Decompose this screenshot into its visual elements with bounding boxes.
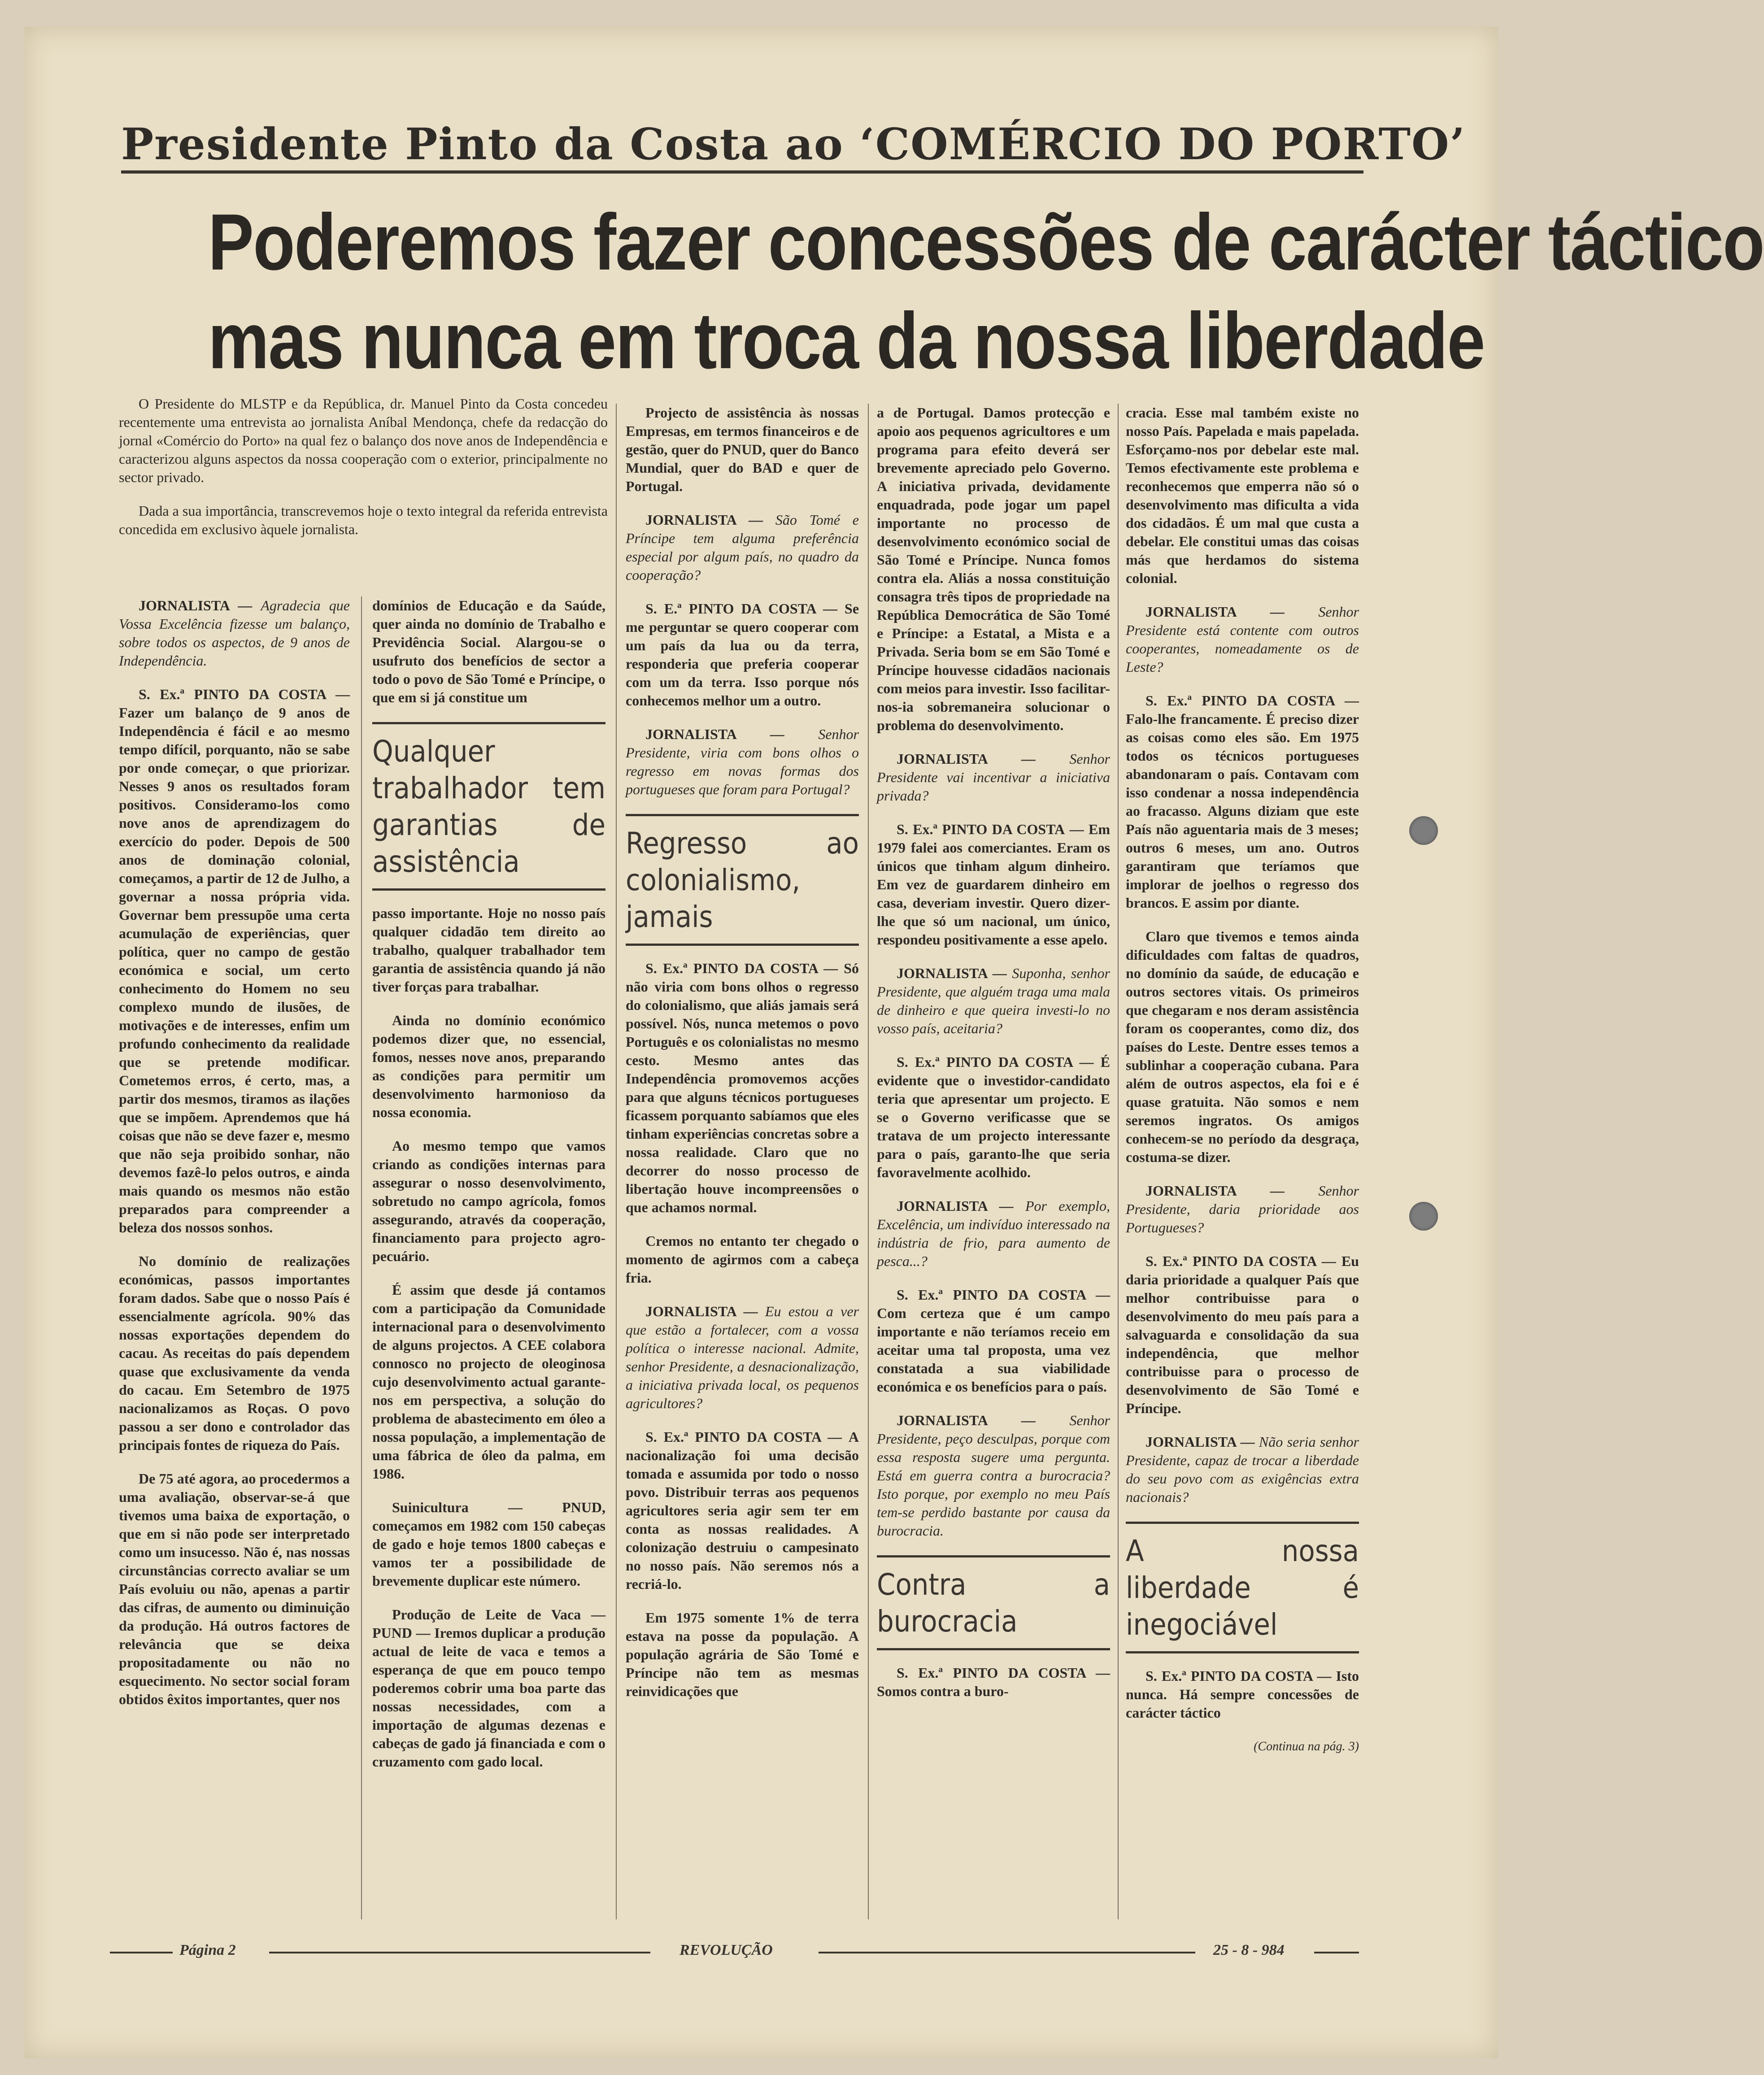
question-text: Senhor Presidente está contente com outros cooperantes, nomeadamente os de Leste? — [1126, 604, 1359, 675]
speaker-label: S. Ex.ª PINTO DA COSTA — — [645, 960, 838, 976]
answer-text: Com certeza que é um campo importante e não teríamos receio em aceitar uma tal proposta, uma vez constatada a sua viabilidade económica e os benefícios para o país. — [877, 1305, 1110, 1395]
paragraph: É assim que desde já contamos com a participação da Comunidade internacional para o desenvolvimento de alguns projectos. A CEE colabora connosco no projecto de oleoginosa cujo desenvolvimento actual garante-nos em perspectiva, a solução do problema de abastecimento em óleo a nossa população, a implementação de uma fábrica de óleo da palma, em 1986. — [372, 1282, 605, 1482]
speaker-label: JORNALISTA — — [645, 726, 784, 742]
speaker-label: S. Ex.ª PINTO DA COSTA — [897, 821, 1065, 837]
speaker-label: JORNALISTA — — [897, 1198, 1014, 1214]
column-divider — [1118, 404, 1119, 1919]
paragraph: De 75 até agora, ao procedermos a uma avaliação, observar-se-á que tivemos uma baixa de exportação, o que em si não pode ser interpretado como um insucesso. Não é, nas nossas circunstâncias correcto avaliar se um País evoluiu ou não, apenas a partir das cifras, de aumento ou diminuição da produção. Há outros factores de relevância que se deixa propositadamente ou não no esquecimento. No sector social foram obtidos êxitos importantes, quer nos — [119, 1470, 350, 1707]
continued-note: (Continua na pág. 3) — [1254, 1740, 1359, 1753]
column-1 — [119, 596, 350, 1919]
speaker-label: JORNALISTA — — [645, 1303, 758, 1319]
speaker-label: S. E.ª PINTO DA COSTA — — [645, 600, 838, 617]
column-divider — [616, 404, 617, 1919]
column-4 — [877, 404, 1110, 1919]
page-number: Página 2 — [179, 1942, 236, 1958]
question-text: Senhor Presidente, daria prioridade aos Portugueses? — [1126, 1183, 1359, 1235]
speaker-label: S. Ex.ª PINTO DA COSTA — — [645, 1429, 842, 1445]
paragraph: Claro que tivemos e temos ainda dificuldades com faltas de quadros, no domínio da saúde, de educação e outros sectores vitais. Os primeiros que chegaram e nos deram assistência foram os cooperantes, como diz, dos países do Leste. Dentre esses temos a sublinhar a cooperação cubana. Para além de outros aspectos, ela foi e é quase gratuita. Não somos e nem seremos ingratos. Os amigos conhecem-se no período da desgraça, costuma-se dizer. — [1126, 928, 1359, 1165]
paragraph: domínios de Educação e da Saúde, quer ainda no domínio de Trabalho e Previdência Social. Alargou-se o usufruto dos benefícios de sector a todo o povo de São Tomé e Príncipe, o que em si já constitue um — [372, 597, 605, 705]
intro-block — [119, 395, 608, 592]
subheading-colonialismo: Regresso ao colonialismo, jamais — [626, 814, 859, 946]
speaker-label: JORNALISTA — — [897, 751, 1036, 767]
speaker-label: JORNALISTA — — [1146, 604, 1285, 620]
kicker-rule — [121, 170, 1363, 174]
kicker-title: Presidente Pinto da Costa ao ‘COMÉRCIO DO PORTO’ — [121, 119, 1466, 170]
binder-hole-top — [1409, 816, 1438, 845]
paragraph: Suinicultura — PNUD, começamos em 1982 com 150 cabeças de gado e hoje temos 1800 cabeças e vamos ter a possibilidade de brevemente duplicar este número. — [372, 1499, 605, 1589]
speaker-label: JORNALISTA — — [1146, 1183, 1285, 1199]
question-text: Eu estou a ver que estão a fortalecer, com a vossa política o interesse nacional. Admite, senhor Presidente, a desnacionalização, a iniciativa privada local, os pequenos agricultores? — [626, 1303, 859, 1411]
question-text: Senhor Presidente vai incentivar a iniciativa privada? — [877, 751, 1110, 804]
subheading-liberdade: A nossa liberdade é inegociável — [1126, 1522, 1359, 1653]
speaker-label: S. Ex.ª PINTO DA COSTA — — [897, 1054, 1094, 1070]
paragraph: Produção de Leite de Vaca — PUND — Iremos duplicar a produção actual de leite de vaca e temos a esperança de que em pouco tempo poderemos cobrir uma boa parte das nossas necessidades, com a importação de algumas dezenas e cabeças de gado já financiada e com o cruzamento com gado local. — [372, 1606, 605, 1770]
intro-paragraph: O Presidente do MLSTP e da República, dr. Manuel Pinto da Costa concedeu recentemente uma entrevista ao jornalista Aníbal Mendonça, chefe da redacção do jornal «Comércio do Porto» na qual fez o balanço dos nove anos de Independência e caracterizou alguns aspectos da nossa cooperação com o exterior, principalmente no sector privado. — [119, 396, 608, 485]
speaker-label: S. Ex.ª PINTO DA COSTA — — [1146, 1668, 1332, 1684]
paragraph: Em 1975 somente 1% de terra estava na posse da população. A população agrária de São Tomé e Príncipe não tem as mesmas reinvidicações que — [626, 1610, 859, 1699]
speaker-label: S. Ex.ª PINTO DA COSTA — — [897, 1665, 1110, 1681]
paragraph: Ao mesmo tempo que vamos criando as condições internas para assegurar o nosso desenvolvimento, sobretudo no campo agrícola, fomos assegurando, através da cooperação, financiamento para projecto agro-pecuário. — [372, 1138, 605, 1264]
answer-text: Somos contra a buro- — [877, 1683, 1009, 1699]
paragraph: Cremos no entanto ter chegado o momento de agirmos com a cabeça fria. — [626, 1233, 859, 1286]
answer-text: Fazer um balanço de 9 anos de Independência é fácil e ao mesmo tempo difícil, porquanto, não se sabe por onde começar, o que priorizar. Nesses 9 anos os resultados foram positivos. Consideramo-los como nove anos de aprendizagem do exercício do poder. Depois de 500 anos de dominação colonial, começamos, a partir de 12 de Julho, a governar a nossa própria vida. Governar bem pressupõe uma certa acumulação de experiências, quer política, quer no campo de gestão económica e social, um certo conhecimento do Homem no seu complexo mundo de ilusões, de motivações e de interesses, enfim um profundo conhecimento da realidade que se pretende modificar. Cometemos erros, é certo, mas, a partir dos mesmos, tiramos as ilações que se impõem. Aprendemos que há coisas que não se deve fazer e, mesmo que não seja proibido sonhar, não devemos fazê-lo pelos outros, e ainda mais quando os mesmos não estão preparados para compreender a beleza dos nossos sonhos. — [119, 705, 350, 1235]
speaker-label: JORNALISTA — — [1146, 1434, 1255, 1450]
footer-rule — [110, 1952, 173, 1953]
paragraph: cracia. Esse mal também existe no nosso País. Papelada e mais papelada. Esforçamo-nos por debelar este mal. Temos efectivamente este problema e reconhecemos que emperra não só o desenvolvimento mas dificulta a vida dos cidadãos. É um mal que custa a debelar. Ele constitui umas das coisas más que herdamos do sistema colonial. — [1126, 405, 1359, 586]
speaker-label: JORNALISTA — — [897, 1412, 1036, 1428]
speaker-label: JORNALISTA — — [139, 597, 253, 613]
answer-text: Falo-lhe francamente. É preciso dizer as coisas como eles são. Em 1975 todos os técnicos portugueses abandonaram o país. Contavam com isso condenar a nossa independência ao fracasso. Alguns diziam que este País não aguentaria mais de 3 meses; outros 6 meses, um ano. Outros garantiram que teríamos que implorar de joelhos o regresso dos brancos. E assim por diante. — [1126, 711, 1359, 911]
question-text: Não seria senhor Presidente, capaz de trocar a liberdade do seu povo com as exigências extra nacionais? — [1126, 1434, 1359, 1505]
headline-line-2: mas nunca em troca da nossa liberdade — [208, 296, 1485, 385]
newspaper-name: REVOLUÇÃO — [679, 1942, 773, 1958]
question-text: Agradecia que Vossa Excelência fizesse um balanço, sobre todos os aspectos, de 9 anos de Independência. — [119, 597, 350, 669]
column-divider — [868, 404, 869, 1919]
question-text: São Tomé e Príncipe tem alguma preferência especial por algum país, no quadro da cooperação? — [626, 512, 859, 583]
answer-text: Se me perguntar se quero cooperar com um país da lua ou da terra, responderia que preferia cooperar com um da terra. Isso porque nós conhecemos melhor um a outro. — [626, 600, 859, 709]
column-divider — [361, 596, 362, 1919]
subheading-burocracia: Contra a burocracia — [877, 1555, 1110, 1650]
subheading-assistencia: Qualquer trabalhador tem garantias de assistência — [372, 722, 605, 891]
column-5 — [1126, 404, 1359, 1919]
paragraph: No domínio de realizações económicas, passos importantes foram dados. Sabe que o nosso País é essencialmente agrícola. 90% das nossas exportações dependem do cacau. As receitas do país dependem quase que exclusivamente da venda do cacau. Em Setembro de 1975 nacionalizamos as Roças. O povo passou a ser dono e controlador das principais fontes de riqueza do País. — [119, 1253, 350, 1453]
answer-text: — Em 1979 falei aos comerciantes. Eram os únicos que tinham algum dinheiro. Em vez de guardarem dinheiro em casa, deveriam investir. Quero dizer-lhe que só um nacional, um único, respondeu positivamente a esse apelo. — [877, 821, 1111, 948]
question-text: Senhor Presidente, viria com bons olhos o regresso em novas formas dos portugueses que foram para Portugal? — [626, 726, 859, 797]
answer-text: A nacionalização foi uma decisão tomada e assumida por todo o nosso povo. Distribuir terras aos pequenos agricultores seria agir sem ter em conta as nossas realidades. A colonização destruiu o campesinato no nosso país. Não seremos nós a recriá-lo. — [626, 1429, 859, 1592]
speaker-label: S. Ex.ª PINTO DA COSTA — — [1146, 1253, 1336, 1269]
answer-text: Só não viria com bons olhos o regresso do colonialismo, que aliás jamais será possível. Nós, nunca metemos o povo Português e os colonialistas no mesmo cesto. Mesmo antes das Independência promovemos acções para que alguns técnicos portugueses ficassem porquanto sabíamos que eles tinham experiências concretas sobre a nossa realidade. Claro que no decorrer do nosso processo de libertação houve incompreensões o que achamos normal. — [626, 960, 859, 1215]
paragraph: Ainda no domínio económico podemos dizer que, no essencial, fomos, nesses nove anos, preparando as condições para permitir um desenvolvimento harmonioso da nossa economia. — [372, 1012, 605, 1120]
speaker-label: S. Ex.ª PINTO DA COSTA — — [1146, 692, 1359, 709]
column-3 — [626, 404, 859, 1919]
speaker-label: JORNALISTA — — [645, 512, 763, 528]
column-2 — [372, 596, 605, 1919]
paragraph: Projecto de assistência às nossas Empresas, em termos financeiros e de gestão, quer do PNUD, quer do Banco Mundial, quer do BAD e quer de Portugal. — [626, 405, 859, 494]
speaker-label: JORNALISTA — — [897, 965, 1007, 981]
question-text: Suponha, senhor Presidente, que alguém traga uma mala de dinheiro e que queira investi-lo no vosso país, aceitaria? — [877, 965, 1111, 1036]
answer-text: É evidente que o investidor-candidato teria que apresentar um projecto. E se o Governo verificasse que se tratava de um projecto interessante para o país, garanto-lhe que seria favoravelmente acolhido. — [877, 1054, 1111, 1180]
footer-rule — [1314, 1952, 1359, 1953]
binder-hole-bottom — [1409, 1202, 1438, 1231]
headline-line-1: Poderemos fazer concessões de carácter táctico — [208, 197, 1764, 287]
question-text: Senhor Presidente, peço desculpas, porque com essa resposta sugere uma pergunta. Está em guerra contra a burocracia? Isto porque, por exemplo no meu País tem-se perdido bastante por causa da burocracia. — [877, 1412, 1110, 1539]
answer-text: Eu daria prioridade a qualquer País que melhor contribuisse para o desenvolvimento do meu país para a salvaguarda e consolidação da sua independência, que melhor contribuisse para o processo de desenvolvimento de São Tomé e Príncipe. — [1126, 1253, 1359, 1416]
question-text: Por exemplo, Excelência, um indivíduo interessado na indústria de frio, para aumento de pesca...? — [877, 1198, 1110, 1269]
paragraph: a de Portugal. Damos protecção e apoio aos pequenos agricultores e um programa para efeito deverá ser brevemente apreciado pelo Governo. A iniciativa privada, devidamente enquadrada, pode jogar um papel importante no processo de desenvolvimento económico social de São Tomé e Príncipe. Nunca fomos contra ela. Aliás a nossa constituição consagra três tipos de propriedade na República Democrática de São Tomé e Príncipe: a Estatal, a Mista e a Privada. Seria bom se em São Tomé e Príncipe houvesse cidadãos nacionais com meios para investir. Isso facilitar-nos-ia sobremaneira solucionar o problema do desenvolvimento. — [877, 405, 1110, 733]
issue-date: 25 - 8 - 984 — [1213, 1942, 1285, 1958]
footer-rule — [269, 1952, 650, 1953]
speaker-label: S. Ex.ª PINTO DA COSTA — — [897, 1287, 1110, 1303]
footer-rule — [819, 1952, 1195, 1953]
speaker-label: S. Ex.ª PINTO DA COSTA — — [139, 686, 350, 702]
answer-text: Isto nunca. Há sempre concessões de carácter táctico — [1126, 1668, 1359, 1721]
paragraph: passo importante. Hoje no nosso país qualquer cidadão tem direito ao trabalho, qualquer trabalhador tem garantia de assistência quando já não tiver forças para trabalhar. — [372, 905, 605, 995]
intro-paragraph: Dada a sua importância, transcrevemos hoje o texto integral da referida entrevista concedida em exclusivo àquele jornalista. — [119, 503, 608, 537]
